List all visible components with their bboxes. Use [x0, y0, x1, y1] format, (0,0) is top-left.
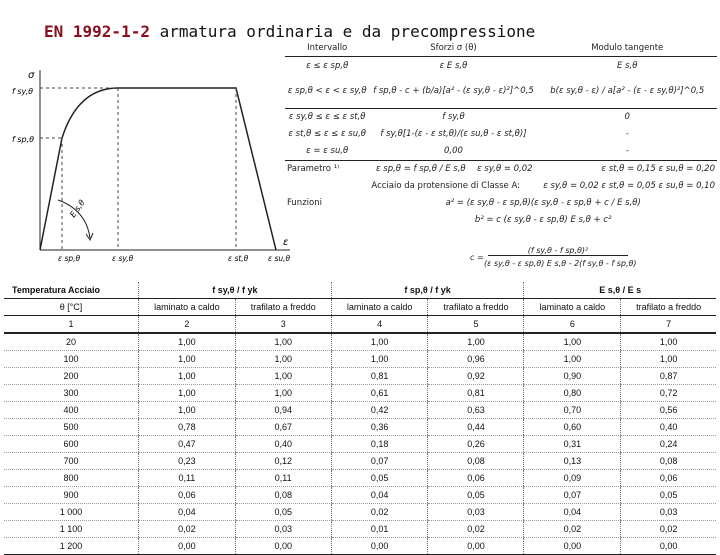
- table-cell: 0,67: [235, 419, 331, 436]
- table-header-row-1: [4, 282, 716, 299]
- steel-eps-st: ε st,θ = 0,05: [601, 181, 656, 191]
- table-cell: 1 200: [4, 538, 139, 555]
- func-c-label: c =: [470, 253, 484, 262]
- table-header-row-3: [4, 316, 716, 334]
- table-cell: 0,36: [331, 419, 428, 436]
- formula-cell: f sp,θ - c + (b/a)[a² - (ε sy,θ - ε)²]^0,5: [373, 85, 534, 96]
- table-cell: 0,02: [139, 521, 236, 538]
- header-theta: θ [°C]: [4, 299, 139, 316]
- table-cell: 20: [4, 333, 139, 351]
- table-cell: 0,11: [235, 470, 331, 487]
- table-cell: 1,00: [524, 333, 621, 351]
- table-cell: 0,31: [524, 436, 621, 453]
- table-cell: 0,92: [428, 368, 524, 385]
- eps-sy-label: ε sy,θ: [112, 254, 134, 263]
- table-row: [4, 368, 716, 385]
- table-cell: 0,72: [621, 385, 716, 402]
- formula-cell: b(ε sy,θ - ε) / a[a² - (ε - ε sy,θ)²]^0,5: [550, 85, 705, 96]
- col-number: 2: [139, 316, 236, 334]
- table-cell: 0,42: [331, 402, 428, 419]
- header-col: trafilato a freddo: [235, 299, 331, 316]
- formula-header-stress: Sforzi σ (θ): [369, 40, 537, 57]
- table-cell: 0,63: [428, 402, 524, 419]
- table-cell: 0,02: [621, 521, 716, 538]
- header-temperature: Temperatura Acciaio: [4, 282, 139, 299]
- es-label: E s,θ: [68, 198, 87, 220]
- table-cell: 700: [4, 453, 139, 470]
- table-cell: 800: [4, 470, 139, 487]
- table-cell: 0,81: [428, 385, 524, 402]
- formula-cell: -: [625, 129, 629, 139]
- table-cell: 1,00: [139, 368, 236, 385]
- formula-cell: 0,00: [443, 146, 463, 156]
- table-cell: 0,78: [139, 419, 236, 436]
- table-cell: 1,00: [235, 333, 331, 351]
- table-cell: 1 100: [4, 521, 139, 538]
- table-cell: 0,06: [621, 470, 716, 487]
- table-cell: 0,70: [524, 402, 621, 419]
- table-cell: 1,00: [331, 351, 428, 368]
- table-cell: 1,00: [428, 333, 524, 351]
- param-eps-st-su: [538, 160, 717, 178]
- formula-cell: ε E s,θ: [439, 60, 468, 71]
- formula-row: [285, 143, 717, 161]
- formula-cell: f sy,θ: [369, 108, 537, 126]
- table-cell: 0,09: [524, 470, 621, 487]
- table-cell: 500: [4, 419, 139, 436]
- table-cell: 1,00: [139, 402, 236, 419]
- table-cell: 0,00: [621, 538, 716, 555]
- table-cell: 0,44: [428, 419, 524, 436]
- table-row: [4, 385, 716, 402]
- stress-strain-diagram: [0, 40, 290, 272]
- table-cell: 0,05: [621, 487, 716, 504]
- table-cell: 0,56: [621, 402, 716, 419]
- table-cell: 0,60: [524, 419, 621, 436]
- table-cell: 0,61: [331, 385, 428, 402]
- table-header-row-2: [4, 299, 716, 316]
- steel-eps-su: ε su,θ = 0,10: [658, 181, 715, 191]
- table-cell: 300: [4, 385, 139, 402]
- table-cell: 1,00: [139, 333, 236, 351]
- title-text: armatura ordinaria e da precompressione: [159, 22, 536, 41]
- eps-st-label: ε st,θ: [228, 254, 249, 263]
- header-col: laminato a caldo: [139, 299, 236, 316]
- stress-curve: [40, 88, 276, 250]
- table-cell: 0,40: [235, 436, 331, 453]
- table-cell: 0,04: [331, 487, 428, 504]
- table-cell: 0,26: [428, 436, 524, 453]
- table-row: [4, 453, 716, 470]
- table-cell: 0,90: [524, 368, 621, 385]
- table-cell: 0,24: [621, 436, 716, 453]
- param-eps-sp: ε sp,θ = f sp,θ / E s,θ: [369, 160, 472, 178]
- table-cell: 0,07: [331, 453, 428, 470]
- header-col: laminato a caldo: [524, 299, 621, 316]
- func-a: a² = (ε sy,θ - ε sp,θ)(ε sy,θ - ε sp,θ + c / E s,θ): [445, 198, 641, 208]
- formula-row: [285, 126, 717, 143]
- eps-sp-label: ε sp,θ: [58, 254, 81, 263]
- table-cell: 1,00: [139, 385, 236, 402]
- formula-row: [285, 74, 717, 108]
- steel-row: [285, 178, 717, 195]
- title-code: EN 1992-1-2: [44, 22, 150, 41]
- header-fsp: f sp,θ / f yk: [331, 282, 524, 299]
- table-row: [4, 351, 716, 368]
- table-row: [4, 504, 716, 521]
- table-row: [4, 470, 716, 487]
- table-cell: 0,87: [621, 368, 716, 385]
- table-cell: 1,00: [331, 333, 428, 351]
- table-row: [4, 419, 716, 436]
- table-cell: 0,03: [235, 521, 331, 538]
- table-cell: 0,02: [331, 504, 428, 521]
- header-es: E s,θ / E s: [524, 282, 716, 299]
- steel-eps-sy: ε sy,θ = 0,02: [543, 181, 599, 191]
- table-cell: 0,02: [428, 521, 524, 538]
- table-cell: 0,11: [139, 470, 236, 487]
- table-cell: 0,96: [428, 351, 524, 368]
- table-cell: 0,02: [524, 521, 621, 538]
- formula-header-modulus: Modulo tangente: [538, 40, 717, 57]
- table-cell: 0,03: [621, 504, 716, 521]
- param-eps-st: ε st,θ = 0,15: [601, 164, 656, 174]
- formula-cell: f sy,θ[1-(ε - ε st,θ)/(ε su,θ - ε st,θ)]: [380, 129, 527, 139]
- table-row: [4, 402, 716, 419]
- reduction-factor-table: [4, 282, 716, 555]
- table-cell: 0,00: [235, 538, 331, 555]
- table-cell: 0,06: [139, 487, 236, 504]
- formula-cell: ε sy,θ ≤ ε ≤ ε st,θ: [285, 108, 369, 126]
- formula-cell: ε sp,θ < ε < ε sy,θ: [287, 85, 367, 96]
- table-cell: 0,00: [139, 538, 236, 555]
- table-cell: 1 000: [4, 504, 139, 521]
- table-cell: 1,00: [524, 351, 621, 368]
- table-cell: 400: [4, 402, 139, 419]
- table-cell: 1,00: [235, 368, 331, 385]
- table-cell: 0,05: [235, 504, 331, 521]
- header-fsy: f sy,θ / f yk: [139, 282, 332, 299]
- param-eps-sy: ε sy,θ = 0,02: [472, 160, 537, 178]
- func-c-den: (ε sy,θ - ε sp,θ) E s,θ - 2(f sy,θ - f sp,θ): [484, 259, 637, 268]
- table-cell: 0,05: [331, 470, 428, 487]
- table-cell: 0,00: [524, 538, 621, 555]
- table-cell: 0,08: [621, 453, 716, 470]
- table-cell: 0,08: [235, 487, 331, 504]
- table-cell: 0,03: [428, 504, 524, 521]
- table-row: [4, 538, 716, 555]
- formula-cell: ε = ε su,θ: [306, 146, 349, 156]
- func-row-b: [285, 212, 717, 229]
- formula-row: [285, 108, 717, 126]
- table-cell: 900: [4, 487, 139, 504]
- col-number: 3: [235, 316, 331, 334]
- table-cell: 1,00: [235, 351, 331, 368]
- table-cell: 0,80: [524, 385, 621, 402]
- table-cell: 1,00: [235, 385, 331, 402]
- param-eps-su: ε su,θ = 0,20: [658, 164, 715, 174]
- table-row: [4, 436, 716, 453]
- table-cell: 0,81: [331, 368, 428, 385]
- table-cell: 0,07: [524, 487, 621, 504]
- table-cell: 0,08: [428, 453, 524, 470]
- header-col: trafilato a freddo: [621, 299, 716, 316]
- col-number: 1: [4, 316, 139, 334]
- table-cell: 0,00: [331, 538, 428, 555]
- formula-cell: -: [625, 146, 629, 156]
- func-label: Funzioni: [287, 198, 322, 208]
- fsp-label: f sp,θ: [12, 135, 35, 144]
- header-col: laminato a caldo: [331, 299, 428, 316]
- formula-cell: ε ≤ ε sp,θ: [306, 60, 349, 71]
- table-cell: 1,00: [621, 333, 716, 351]
- table-row: [4, 521, 716, 538]
- steel-label: Acciaio da protensione di Classe A:: [371, 181, 521, 191]
- param-label: Parametro ¹⁾: [285, 160, 369, 178]
- col-number: 5: [428, 316, 524, 334]
- formula-table: [285, 40, 717, 229]
- table-cell: 100: [4, 351, 139, 368]
- slide-title: [44, 22, 535, 41]
- table-cell: 1,00: [621, 351, 716, 368]
- table-cell: 0,05: [428, 487, 524, 504]
- table-row: [4, 487, 716, 504]
- table-cell: 1,00: [139, 351, 236, 368]
- formula-cell: ε st,θ ≤ ε ≤ ε su,θ: [288, 129, 367, 139]
- formula-cell: 0: [538, 108, 717, 126]
- fsy-label: f sy,θ: [12, 87, 34, 96]
- col-number: 7: [621, 316, 716, 334]
- formula-cell: E s,θ: [617, 60, 638, 71]
- table-cell: 0,40: [621, 419, 716, 436]
- table-cell: 0,04: [139, 504, 236, 521]
- sigma-label: σ: [28, 70, 35, 81]
- table-cell: 0,06: [428, 470, 524, 487]
- header-col: trafilato a freddo: [428, 299, 524, 316]
- col-number: 6: [524, 316, 621, 334]
- table-cell: 200: [4, 368, 139, 385]
- param-row: [285, 160, 717, 178]
- table-cell: 0,23: [139, 453, 236, 470]
- table-cell: 0,94: [235, 402, 331, 419]
- formula-header-interval: Intervallo: [285, 40, 369, 57]
- func-c-num: (f sy,θ - f sp,θ)²: [488, 246, 628, 256]
- eps-su-label: ε su,θ: [268, 254, 290, 263]
- eps-axis-label: ε: [283, 237, 289, 248]
- table-cell: 0,04: [524, 504, 621, 521]
- func-b: b² = c (ε sy,θ - ε sp,θ) E s,θ + c²: [474, 215, 612, 225]
- table-cell: 0,13: [524, 453, 621, 470]
- table-row: [4, 333, 716, 351]
- formula-row: [285, 57, 717, 75]
- col-number: 4: [331, 316, 428, 334]
- table-cell: 0,18: [331, 436, 428, 453]
- steel-values: [538, 178, 717, 195]
- table-cell: 0,12: [235, 453, 331, 470]
- table-cell: 0,47: [139, 436, 236, 453]
- table-cell: 600: [4, 436, 139, 453]
- func-row-a: [285, 195, 717, 212]
- table-cell: 0,00: [428, 538, 524, 555]
- table-cell: 0,01: [331, 521, 428, 538]
